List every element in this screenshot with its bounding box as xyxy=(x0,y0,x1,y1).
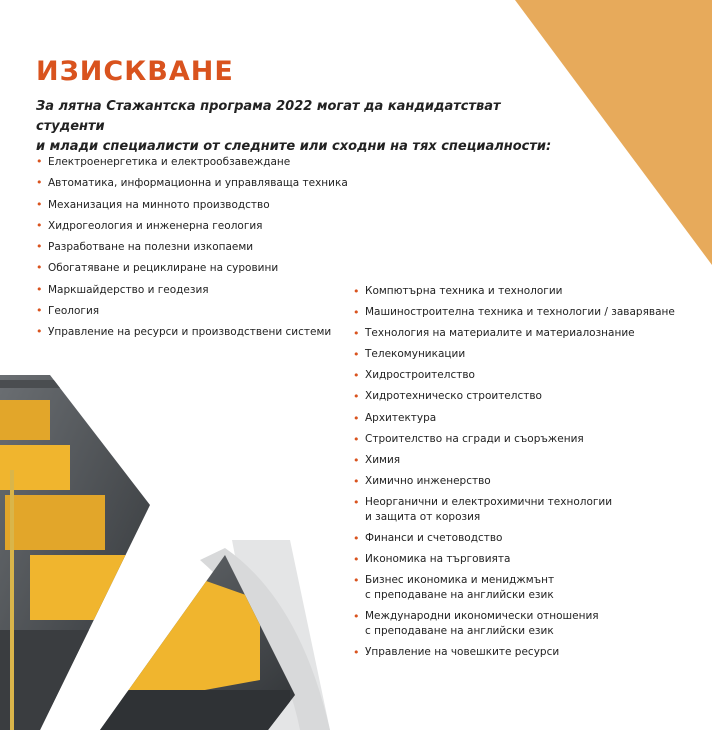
bullet-icon: • xyxy=(353,390,360,404)
bullet-icon: • xyxy=(353,327,360,341)
bullet-icon: • xyxy=(353,411,360,425)
specialties-list-right xyxy=(353,284,675,667)
list-item xyxy=(353,326,675,341)
list-item-text-continued: с преподаване на английски език xyxy=(365,625,554,638)
list-item xyxy=(353,432,675,447)
list-item xyxy=(353,453,675,468)
bullet-icon: • xyxy=(353,369,360,383)
list-item xyxy=(36,260,348,281)
list-item-text: Хидрогеология и инженерна геология xyxy=(48,219,263,232)
bullet-icon: • xyxy=(36,155,43,168)
bullet-icon: • xyxy=(36,176,43,190)
list-item xyxy=(36,239,348,260)
list-item xyxy=(353,284,675,299)
bullet-icon: • xyxy=(36,197,43,211)
bullet-icon: • xyxy=(353,574,360,588)
bullet-icon: • xyxy=(353,646,360,660)
bullet-icon: • xyxy=(353,474,360,488)
list-item-text: Хидротехническо строителство xyxy=(365,390,542,403)
list-item-text: Телекомуникации xyxy=(365,348,466,361)
list-item-text: Финанси и счетоводство xyxy=(365,532,503,545)
list-item-text: Разработване на полезни изкопаеми xyxy=(48,241,254,254)
list-item-text: Машиностроителна техника и технологии / заваряване xyxy=(365,306,675,319)
bullet-icon: • xyxy=(353,495,360,509)
list-item xyxy=(353,389,675,404)
intro-text xyxy=(36,97,556,157)
list-item-text: Обогатяване и рециклиране на суровини xyxy=(48,262,279,275)
list-item xyxy=(353,495,675,525)
list-item-text-continued: с преподаване на английски език xyxy=(365,589,554,602)
list-item-text: Автоматика, информационна и управляваща техника xyxy=(48,177,348,190)
list-item-text: Компютърна техника и технологии xyxy=(365,285,563,297)
list-item-text: Международни икономически отношения xyxy=(365,610,599,623)
list-item-text: Маркшайдерство и геодезия xyxy=(48,283,209,296)
specialties-list-left xyxy=(36,154,348,346)
page-title: ИЗИСКВАНЕ xyxy=(36,56,234,87)
list-item-text: Неорганични и електрохимични технологии xyxy=(365,495,613,508)
bullet-icon: • xyxy=(353,532,360,546)
intro-line-1: За лятна Стажантска програма 2022 могат да кандидатстват студенти xyxy=(36,99,501,134)
list-item xyxy=(36,303,348,324)
list-item xyxy=(36,175,348,196)
list-item-text: Механизация на минното производство xyxy=(48,198,270,211)
list-item-text: Икономика на търговията xyxy=(365,553,511,566)
list-item-text: Електроенергетика и електрообзавеждане xyxy=(48,156,291,168)
list-item-text: Архитектура xyxy=(365,411,437,424)
bullet-icon: • xyxy=(36,304,43,318)
list-item-text: Управление на човешките ресурси xyxy=(365,646,560,659)
bullet-icon: • xyxy=(353,432,360,446)
list-item-text: Хидростроителство xyxy=(365,369,475,382)
list-item xyxy=(353,531,675,546)
bullet-icon: • xyxy=(36,218,43,232)
bullet-icon: • xyxy=(36,325,43,339)
list-item-text: Химия xyxy=(365,453,401,466)
list-item xyxy=(353,411,675,426)
bullet-icon: • xyxy=(36,240,43,254)
bullet-icon: • xyxy=(353,306,360,320)
list-item xyxy=(353,368,675,383)
bullet-icon: • xyxy=(353,348,360,362)
list-item xyxy=(353,552,675,567)
list-item-text: Геология xyxy=(48,305,100,318)
bullet-icon: • xyxy=(353,453,360,467)
list-item xyxy=(353,609,675,639)
list-item xyxy=(36,154,348,175)
list-item xyxy=(353,347,675,362)
bullet-icon: • xyxy=(353,553,360,567)
list-item xyxy=(36,197,348,218)
list-item-text-continued: и защита от корозия xyxy=(365,510,481,523)
bullet-icon: • xyxy=(353,285,360,298)
list-item xyxy=(36,324,348,345)
bullet-icon: • xyxy=(36,282,43,296)
list-item xyxy=(353,474,675,489)
list-item xyxy=(353,305,675,320)
list-item-text: Химично инженерство xyxy=(365,474,491,487)
machinery-photo xyxy=(0,370,160,730)
intro-line-2: и млади специалисти от следните или сходни на тях специалности: xyxy=(36,139,552,154)
list-item-text: Строителство на сгради и съоръжения xyxy=(365,432,584,445)
bullet-icon: • xyxy=(36,261,43,275)
bullet-icon: • xyxy=(353,610,360,624)
list-item xyxy=(36,282,348,303)
list-item xyxy=(353,573,675,603)
list-item xyxy=(36,218,348,239)
list-item-text: Бизнес икономика и мениджмънт xyxy=(365,574,555,587)
list-item-text: Технология на материалите и материалознание xyxy=(365,327,635,340)
list-item xyxy=(353,645,675,660)
list-item-text: Управление на ресурси и производствени системи xyxy=(48,326,332,339)
